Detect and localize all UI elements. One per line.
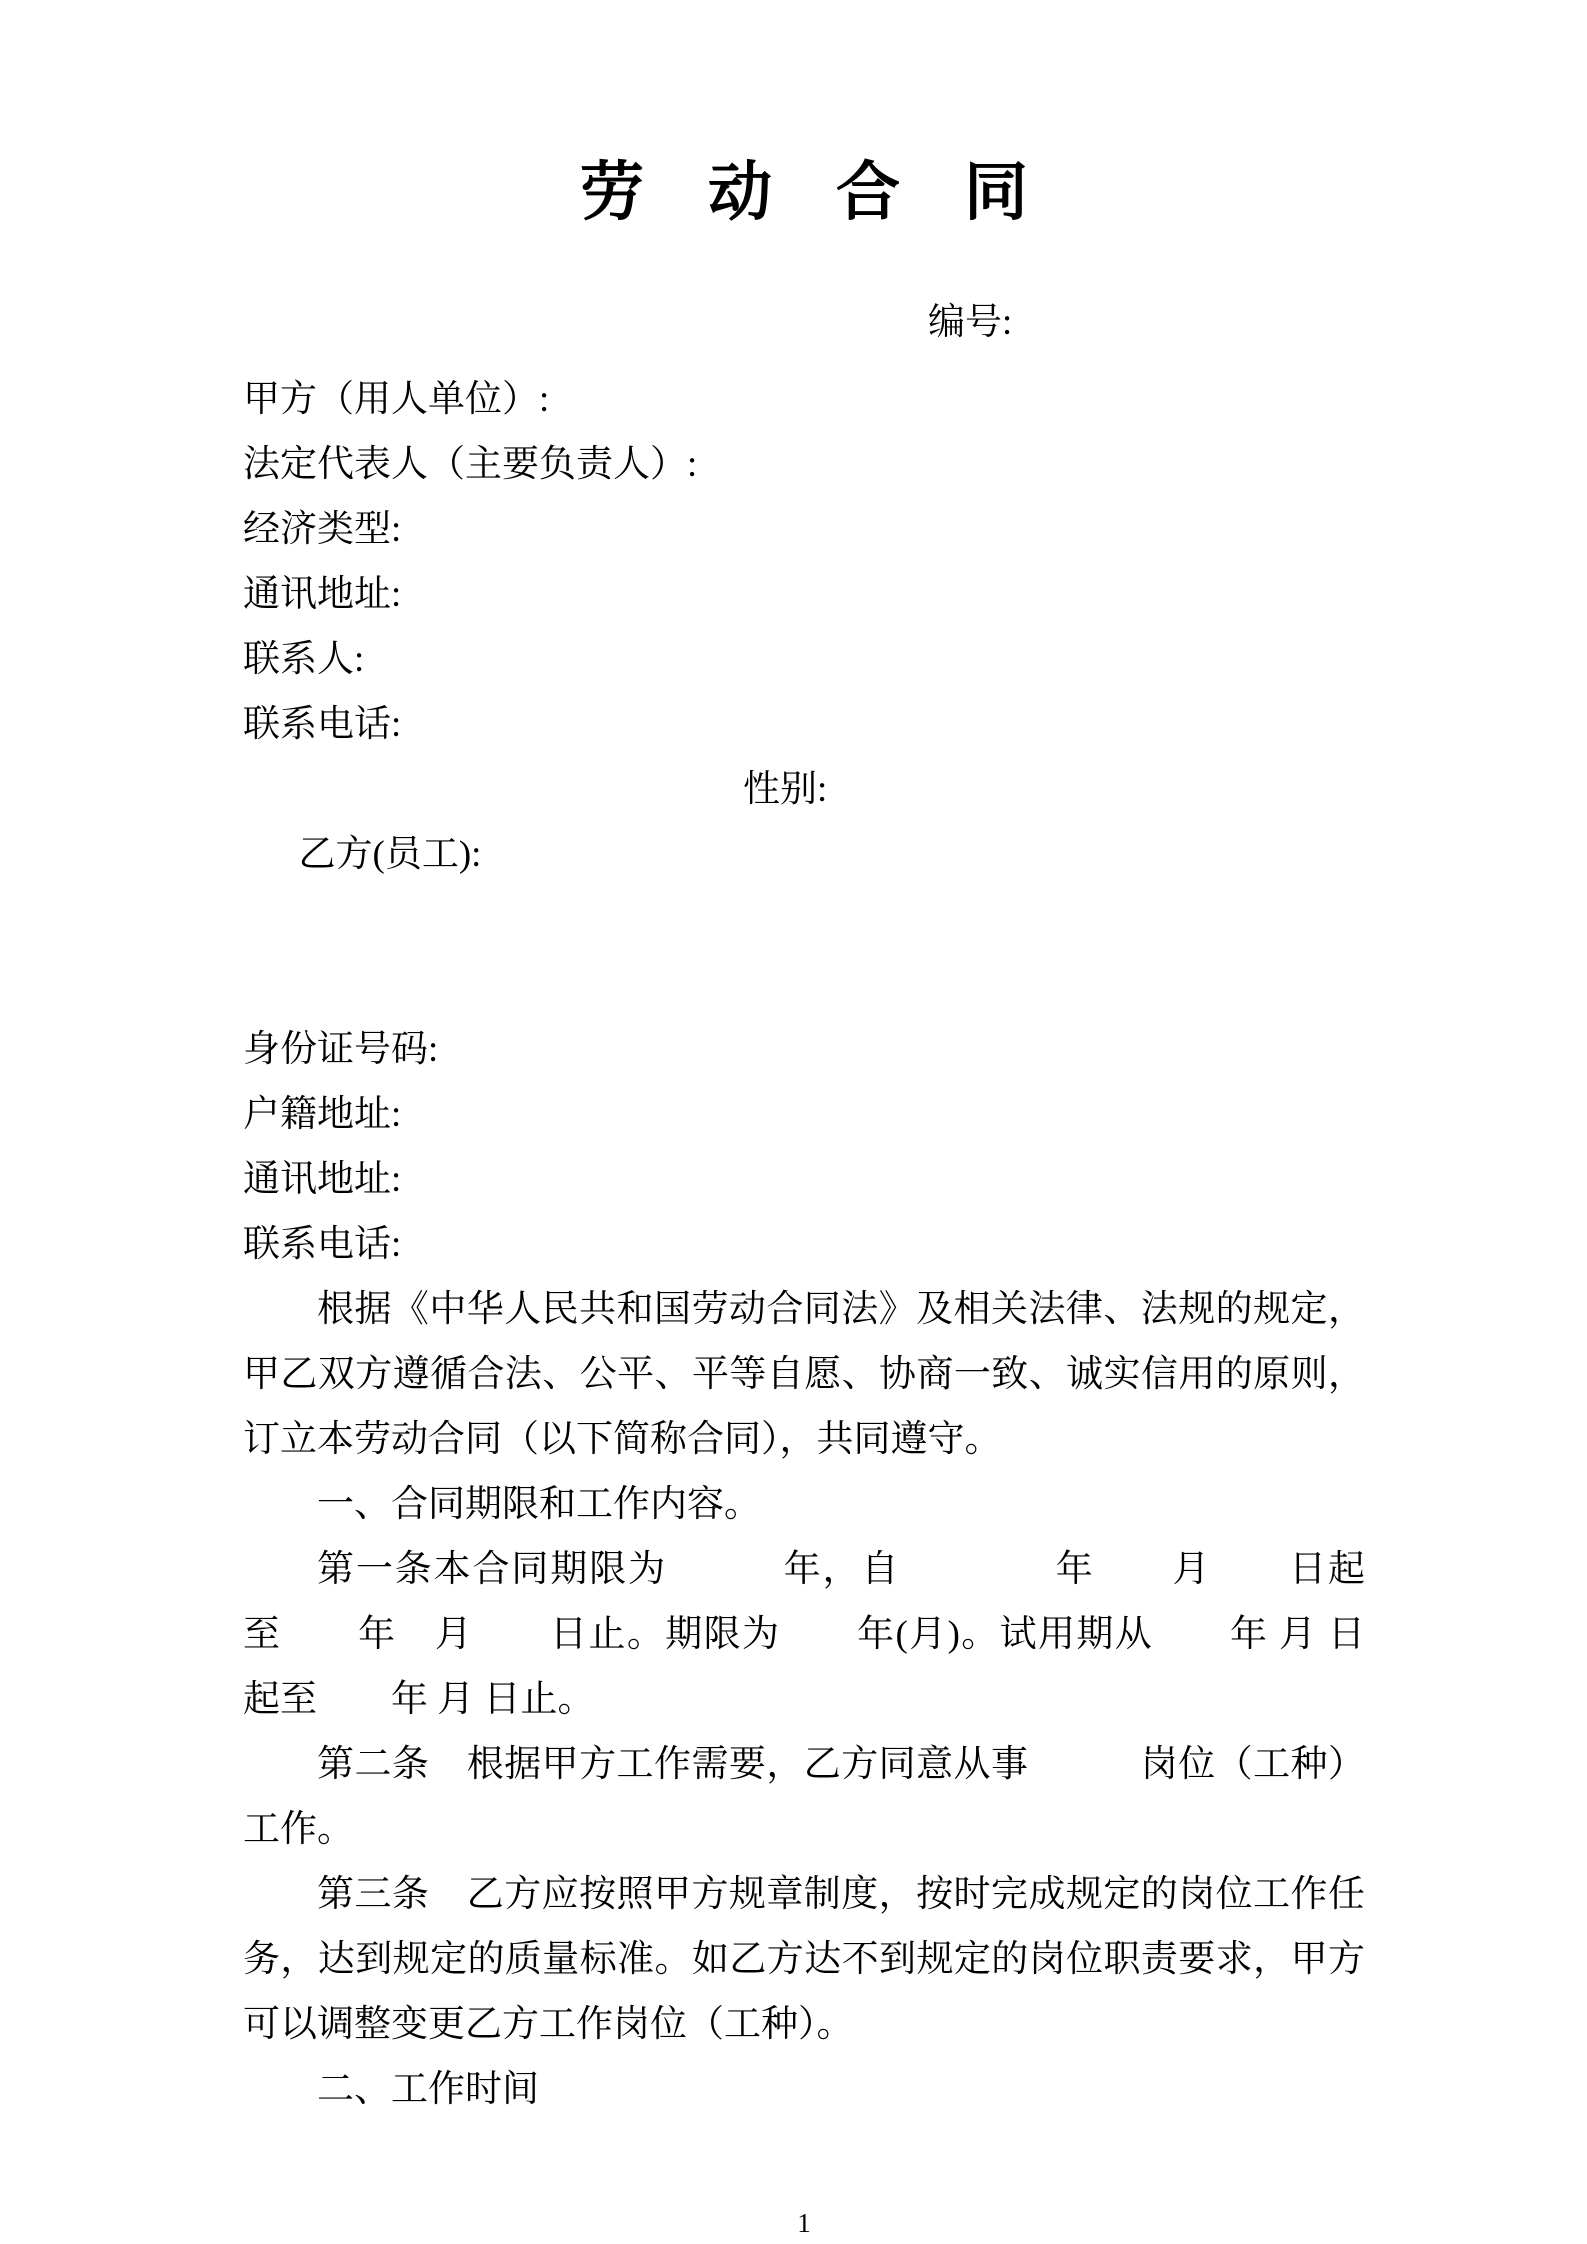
party-b-section (243, 757, 1365, 1277)
contract-body (243, 1277, 1365, 2122)
field-party-a-label: 甲方（用人单位）: (243, 379, 550, 420)
field-economic-type-label: 经济类型: (243, 509, 402, 550)
field-mailing-address-b-label: 通讯地址: (243, 1159, 402, 1200)
body-line-preamble-3: 订立本劳动合同（以下简称合同），共同遵守。 (243, 1419, 1002, 1460)
body-line-article-2a: 第二条 根据甲方工作需要，乙方同意从事 岗位（工种） (317, 1744, 1365, 1785)
field-gender-label: 性别: (743, 769, 828, 810)
field-household-address-label: 户籍地址: (243, 1094, 402, 1135)
field-legal-representative-label: 法定代表人（主要负责人）: (243, 444, 698, 485)
field-id-number-label: 身份证号码: (243, 1029, 439, 1070)
field-contact-person-label: 联系人: (243, 639, 365, 680)
body-line-article-3a: 第三条 乙方应按照甲方规章制度，按时完成规定的岗位工作任 (317, 1874, 1365, 1915)
body-line-preamble-2: 甲乙双方遵循合法、公平、平等自愿、协商一致、诚实信用的原则， (243, 1354, 1365, 1395)
body-line-article-1c: 起至 年 月 日止。 (243, 1679, 595, 1720)
page-title: 劳 动 合 同 (580, 157, 1028, 228)
body-line-section-1-heading: 一、合同期限和工作内容。 (317, 1484, 761, 1525)
serial-number-line (243, 290, 1365, 355)
field-party-b-label: 乙方(员工): (298, 834, 482, 875)
field-contact-phone-b-label: 联系电话: (243, 1224, 402, 1265)
body-line-section-2-heading: 二、工作时间 (317, 2069, 539, 2110)
field-contact-phone-label: 联系电话: (243, 704, 402, 745)
body-line-article-3c: 可以调整变更乙方工作岗位（工种）。 (243, 2004, 854, 2045)
page-number: 1 (797, 2208, 811, 2238)
body-line-article-1b: 至 年 月 日止。期限为 年(月)。试用期从 年 月 日 (243, 1614, 1365, 1655)
field-mailing-address-label: 通讯地址: (243, 574, 402, 615)
body-line-preamble-1: 根据《中华人民共和国劳动合同法》及相关法律、法规的规定， (317, 1289, 1365, 1330)
body-line-article-2b: 工作。 (243, 1809, 354, 1850)
serial-number-label: 编号: (928, 302, 1013, 343)
body-line-article-3b: 务，达到规定的质量标准。如乙方达不到规定的岗位职责要求，甲方 (243, 1939, 1365, 1980)
party-b-name-line (243, 757, 1365, 1017)
body-line-article-1a: 第一条本合同期限为 年，自 年 月 日起 (317, 1549, 1365, 1590)
party-a-section (243, 367, 1365, 757)
